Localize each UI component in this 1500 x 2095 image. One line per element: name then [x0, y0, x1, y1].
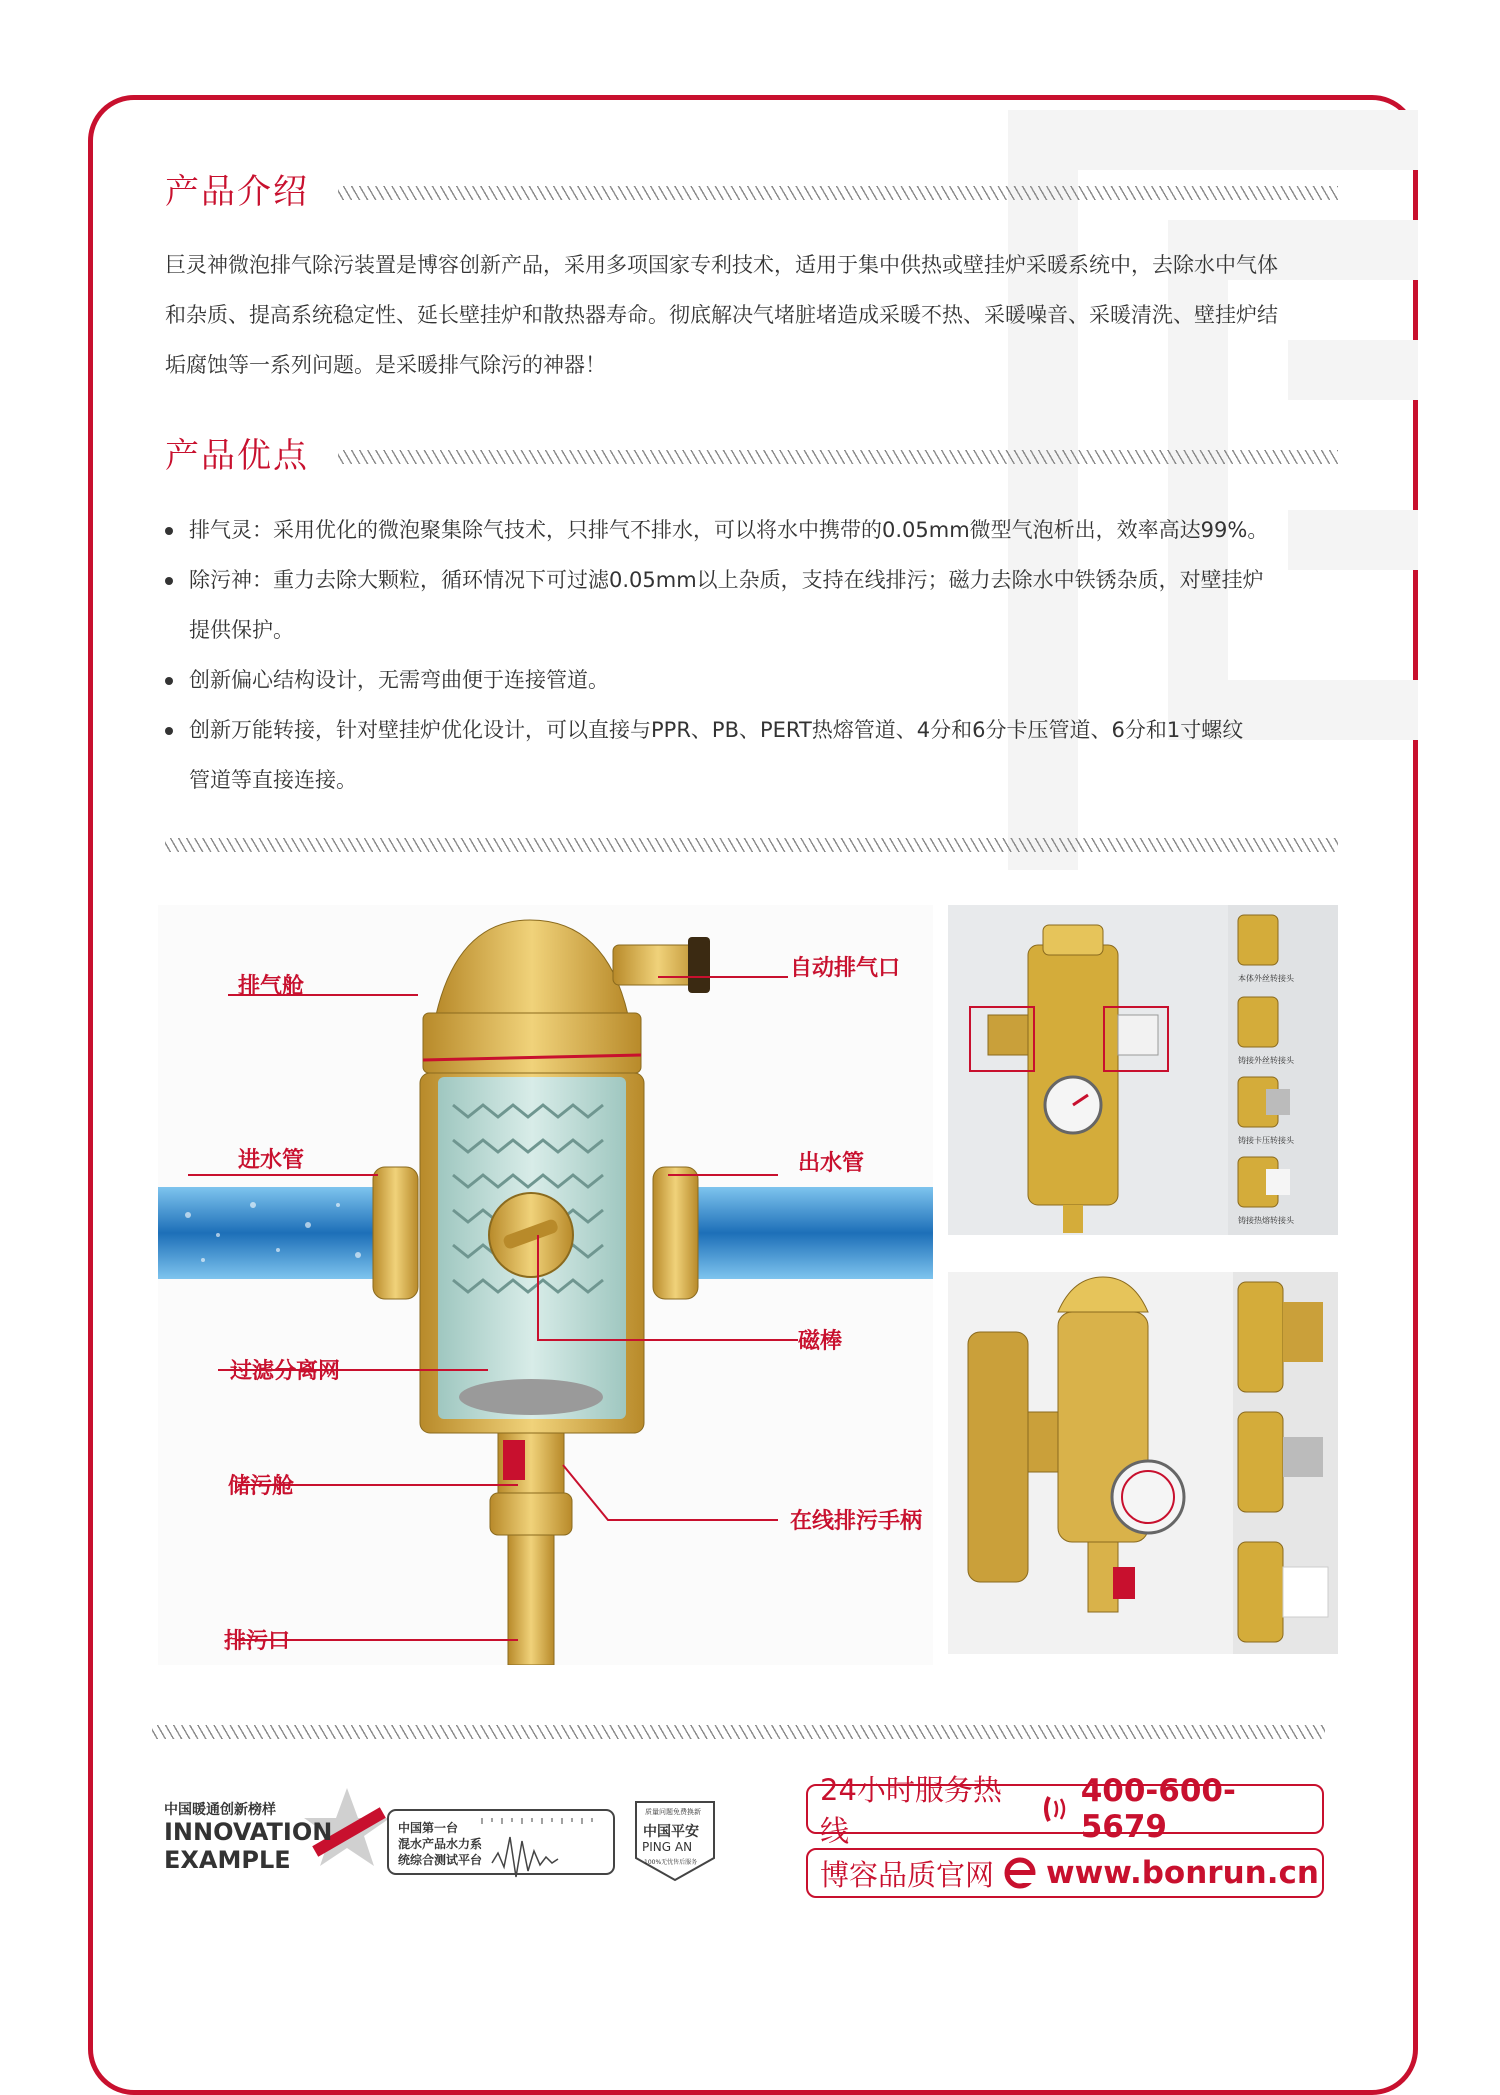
phone-icon	[1037, 1791, 1073, 1827]
label-outlet: 出水管	[798, 1151, 865, 1176]
advantages-title: 产品优点	[165, 436, 309, 476]
pingan-en: PING AN	[642, 1840, 693, 1854]
pingan-bottom: 100%无忧售后服务	[644, 1859, 698, 1866]
pingan-top: 质量问题免费换新	[645, 1808, 701, 1816]
innovation-en2: EXAMPLE	[164, 1846, 291, 1874]
label-drain-handle: 在线排污手柄	[790, 1509, 923, 1534]
drain-handle	[503, 1440, 525, 1480]
intro-line: 垢腐蚀等一系列问题。是采暖排气除污的神器！	[165, 353, 606, 377]
hotline-number[interactable]: 400-600-5679	[1080, 1773, 1236, 1845]
sediment-pile	[459, 1379, 603, 1415]
label-filter: 过滤分离网	[230, 1359, 341, 1384]
label-exhaust-chamber: 排气舱	[238, 974, 305, 999]
label-auto-vent: 自动排气口	[790, 956, 901, 981]
intro-paragraph	[165, 240, 1340, 390]
label-sediment: 储污舱	[228, 1474, 295, 1499]
label-drain-outlet: 排污口	[224, 1629, 291, 1654]
test-line: 中国第一台	[398, 1821, 459, 1835]
advantage-item: 创新万能转接，针对壁挂炉优化设计，可以直接与PPR、PB、PERT热熔管道、4分和6分卡压管道、6分和1寸螺纹 管道等直接连接。	[165, 705, 1340, 805]
outlet-fitting	[653, 1167, 698, 1299]
inlet-fitting	[373, 1167, 418, 1299]
hatch-divider	[165, 838, 1338, 852]
product-photo-assembly	[948, 1272, 1338, 1654]
advantage-item: 排气灵：采用优化的微泡聚集除气技术，只排气不排水，可以将水中携带的0.05mm微型气泡析出，效率高达99%。	[165, 505, 1340, 555]
test-platform-badge	[388, 1810, 614, 1877]
browser-e-icon	[1002, 1855, 1038, 1891]
caption: 铸接热熔转接头	[1238, 1216, 1294, 1225]
product-cutaway-diagram	[158, 905, 933, 1665]
caption: 铸接外丝转接头	[1238, 1056, 1294, 1065]
pingan-badge	[636, 1802, 714, 1880]
badges-row	[162, 1778, 722, 1892]
outlet-pipe	[698, 1187, 933, 1279]
innovation-badge	[164, 1788, 390, 1874]
hotline-box	[806, 1773, 1324, 1848]
website-box	[806, 1848, 1324, 1898]
drain-nut	[490, 1493, 572, 1535]
advantage-item: 除污神：重力去除大颗粒，循环情况下可过滤0.05mm以上杂质，支持在线排污；磁力去除水中铁锈杂质，对壁挂炉 提供保护。	[165, 555, 1340, 655]
cap-collar	[423, 1013, 641, 1073]
advantage-item: 创新偏心结构设计，无需弯曲便于连接管道。	[165, 655, 1340, 705]
innovation-cn: 中国暖通创新榜样	[164, 1802, 276, 1818]
hatch-divider	[338, 186, 1338, 200]
pingan-cn: 中国平安	[643, 1824, 699, 1840]
caption: 铸接卡压转接头	[1238, 1136, 1294, 1145]
drain-pipe	[508, 1535, 554, 1665]
website-url[interactable]: www.bonrun.cn	[1046, 1855, 1319, 1891]
intro-title: 产品介绍	[165, 172, 309, 212]
hatch-divider	[338, 450, 1338, 464]
product-photo-connectors	[948, 905, 1338, 1235]
label-magnet: 磁棒	[798, 1329, 843, 1354]
advantages-list	[165, 505, 1340, 805]
intro-line: 和杂质、提高系统稳定性、延长壁挂炉和散热器寿命。彻底解决气堵脏堵造成采暖不热、采暖噪音、采暖清洗、壁挂炉结	[165, 303, 1278, 327]
test-line: 统综合测试平台	[398, 1853, 483, 1867]
inlet-pipe	[158, 1187, 373, 1279]
hatch-divider	[152, 1725, 1325, 1739]
hotline-label: 24小时服务热线	[820, 1773, 1002, 1848]
caption: 本体外丝转接头	[1238, 974, 1294, 983]
innovation-en1: INNOVATION	[164, 1818, 333, 1846]
test-line: 混水产品水力系	[398, 1837, 483, 1851]
label-inlet: 进水管	[238, 1148, 305, 1173]
intro-line: 巨灵神微泡排气除污装置是博容创新产品，采用多项国家专利技术，适用于集中供热或壁挂炉采暖系统中，去除水中气体	[165, 253, 1278, 277]
website-label: 博容品质官网	[820, 1857, 995, 1892]
